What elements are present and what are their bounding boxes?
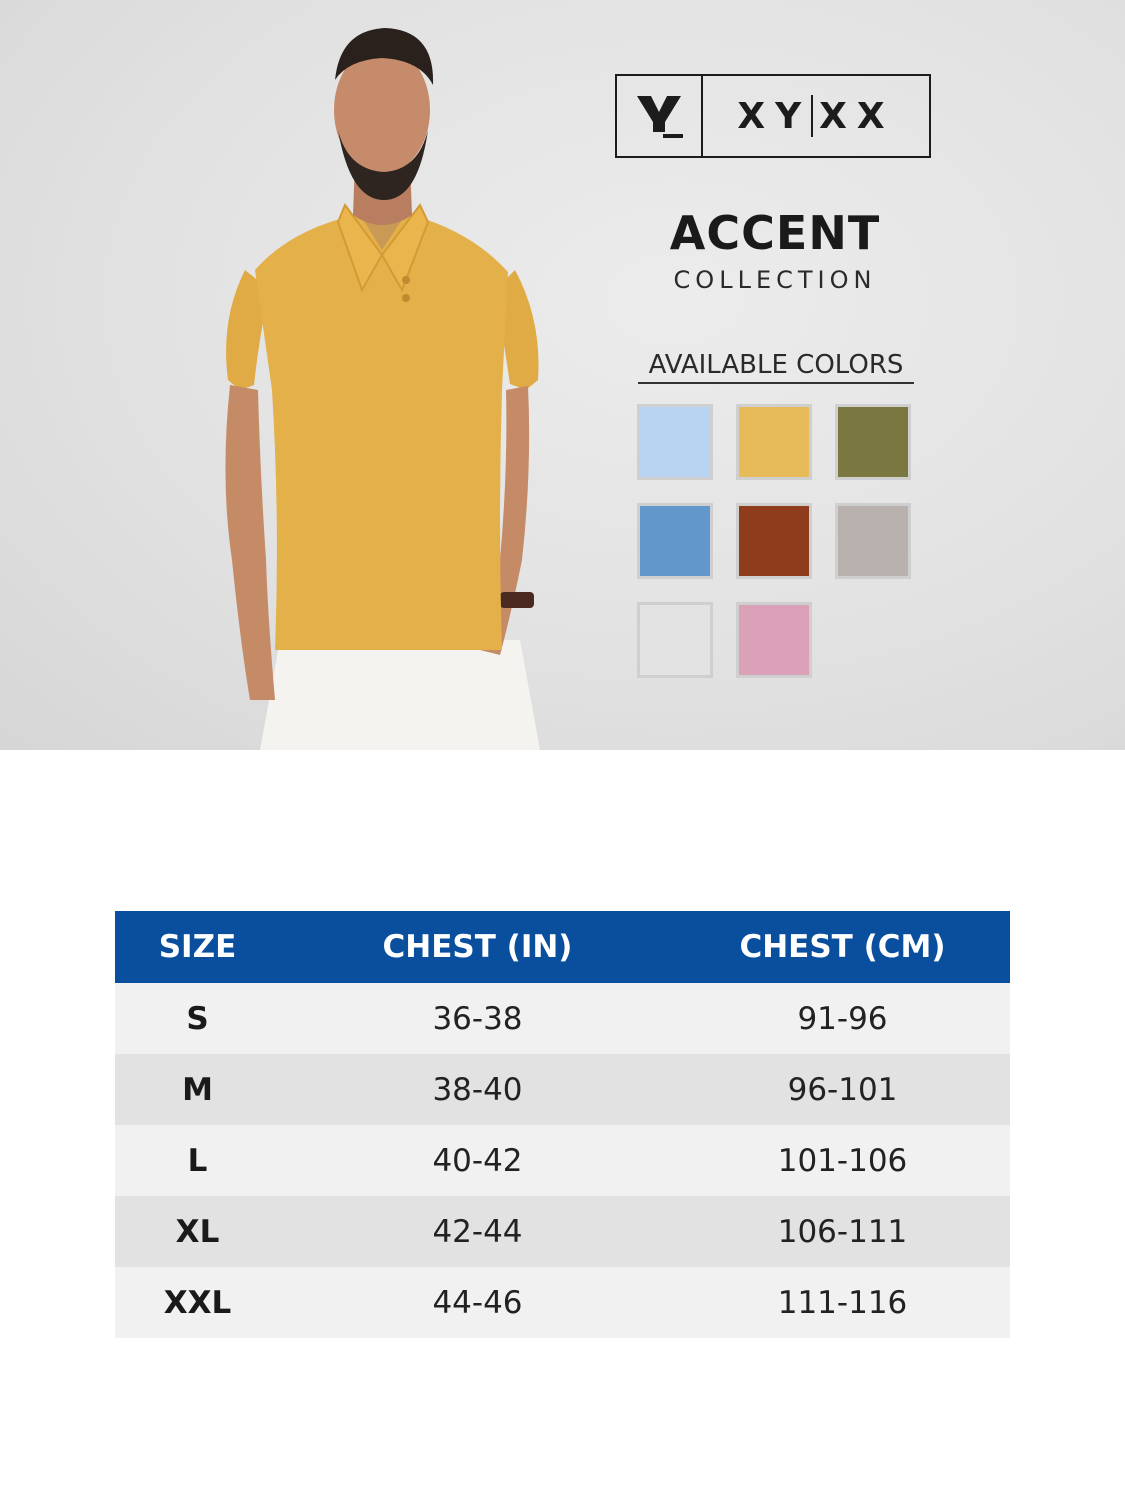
table-row: [115, 1054, 1010, 1125]
collection-subtitle: COLLECTION: [673, 266, 877, 294]
color-swatch[interactable]: [637, 404, 713, 480]
size-chart-table: [115, 911, 1010, 1338]
collection-title: ACCENT: [669, 206, 881, 260]
header-chest-cm: CHEST (CM): [675, 911, 1010, 983]
color-swatch[interactable]: [736, 404, 812, 480]
model-photo: [150, 0, 610, 750]
brand-divider: [811, 95, 813, 137]
size-cell: XXL: [115, 1267, 280, 1338]
chest-cm-cell: 106-111: [675, 1196, 1010, 1267]
chest-cm-cell: 101-106: [675, 1125, 1010, 1196]
brand-word-right: XX: [819, 95, 895, 137]
size-cell: M: [115, 1054, 280, 1125]
size-cell: L: [115, 1125, 280, 1196]
size-cell: S: [115, 983, 280, 1054]
color-swatch-grid: [637, 404, 917, 678]
chest-in-cell: 44-46: [280, 1267, 675, 1338]
table-row: [115, 983, 1010, 1054]
brand-logo: [615, 74, 931, 158]
size-chart-header: [115, 911, 1010, 983]
brand-wordmark: [703, 76, 929, 156]
chest-in-cell: 40-42: [280, 1125, 675, 1196]
color-swatch[interactable]: [637, 602, 713, 678]
color-swatch[interactable]: [736, 503, 812, 579]
chest-in-cell: 38-40: [280, 1054, 675, 1125]
color-swatch[interactable]: [736, 602, 812, 678]
color-swatch[interactable]: [835, 404, 911, 480]
header-size: SIZE: [115, 911, 280, 983]
brand-word-left: XY: [737, 95, 812, 137]
color-swatch[interactable]: [637, 503, 713, 579]
header-chest-in: CHEST (IN): [280, 911, 675, 983]
table-row: [115, 1125, 1010, 1196]
chest-in-cell: 36-38: [280, 983, 675, 1054]
available-colors-heading: AVAILABLE COLORS: [638, 350, 914, 384]
chest-cm-cell: 96-101: [675, 1054, 1010, 1125]
table-row: [115, 1196, 1010, 1267]
color-swatch[interactable]: [835, 503, 911, 579]
chest-in-cell: 42-44: [280, 1196, 675, 1267]
brand-mark-icon: [617, 76, 703, 156]
size-cell: XL: [115, 1196, 280, 1267]
chest-cm-cell: 111-116: [675, 1267, 1010, 1338]
table-row: [115, 1267, 1010, 1338]
chest-cm-cell: 91-96: [675, 983, 1010, 1054]
